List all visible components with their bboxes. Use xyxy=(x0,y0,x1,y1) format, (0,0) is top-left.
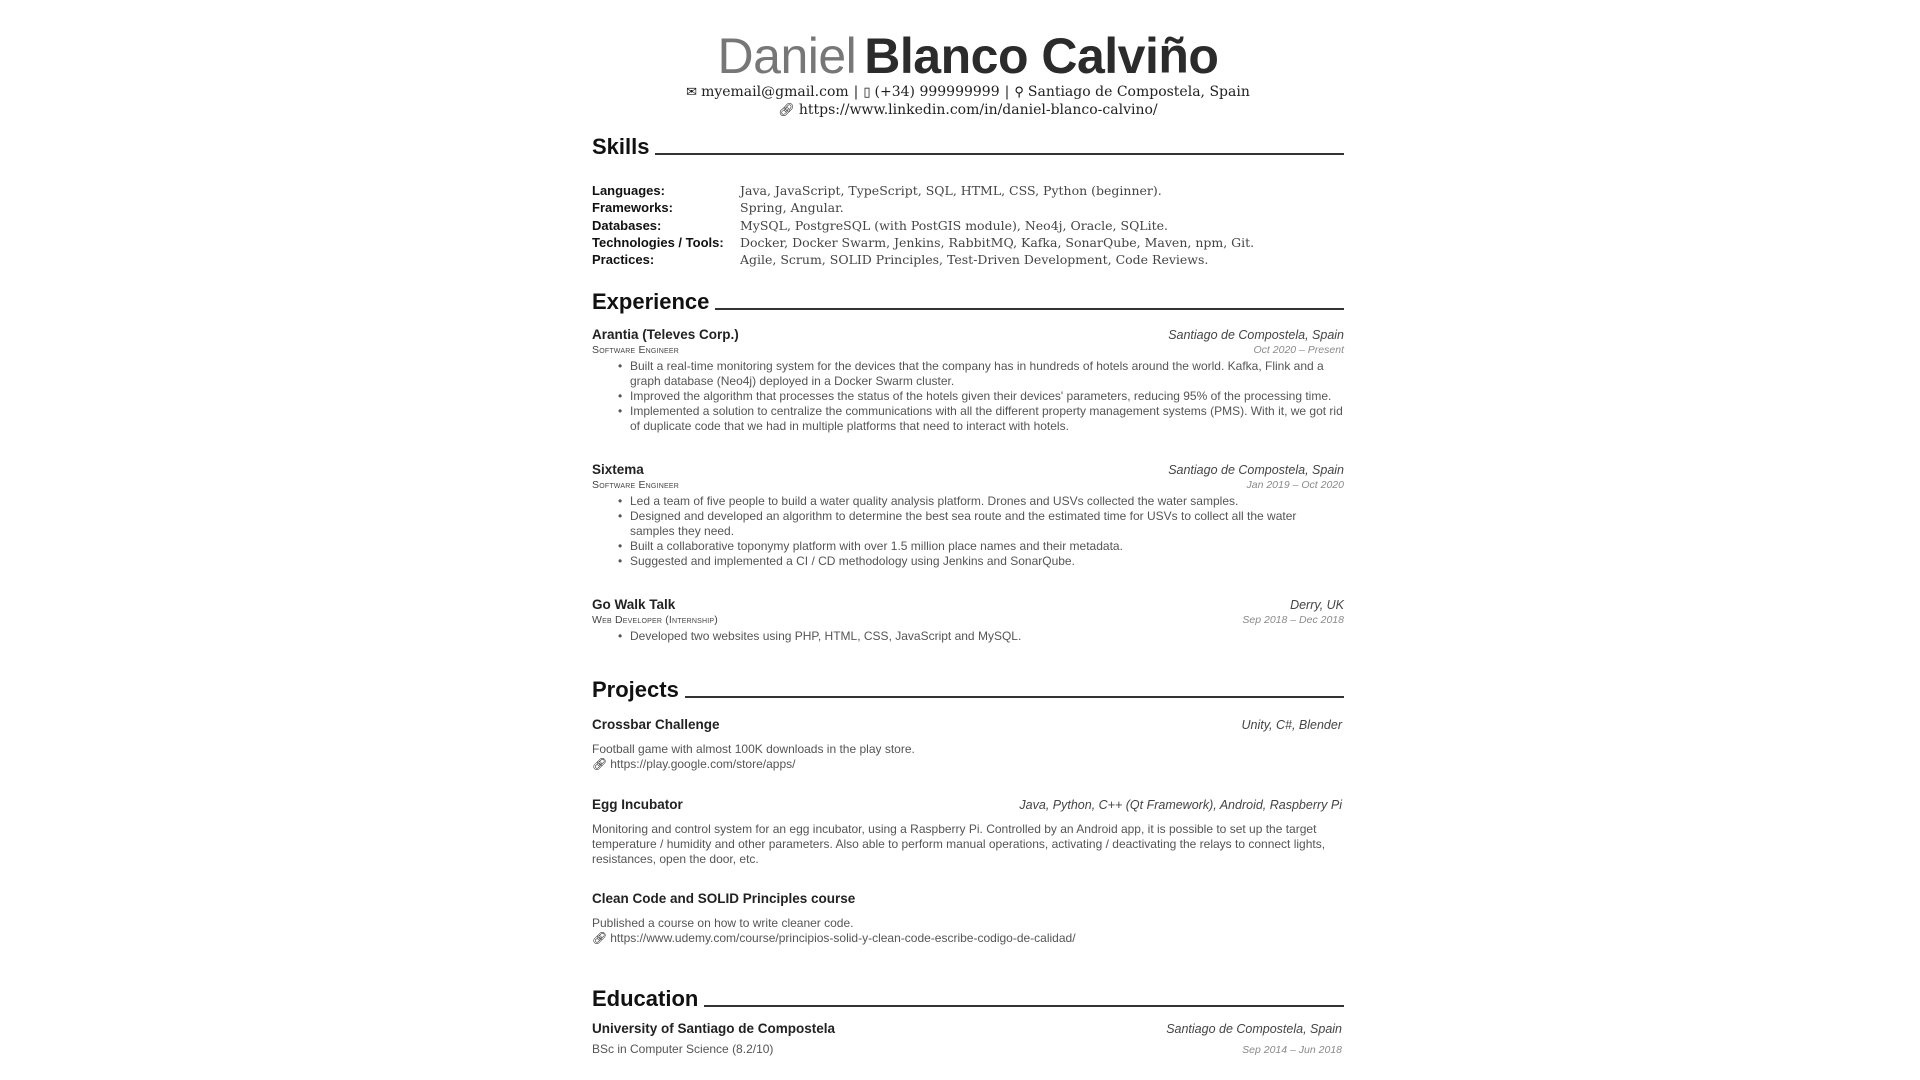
resume-name xyxy=(592,28,1344,84)
job-dates: Sep 2018 – Dec 2018 xyxy=(1242,614,1344,626)
job-bullets xyxy=(592,359,1344,434)
projects-section-header xyxy=(592,673,1344,703)
link-icon: 🔗︎ xyxy=(592,931,608,945)
contact-line xyxy=(592,83,1344,102)
job-bullets xyxy=(592,629,1344,644)
job-role: Web Developer (Internship) xyxy=(592,614,718,626)
project-name: Clean Code and SOLID Principles course xyxy=(592,891,856,906)
job-location: Derry, UK xyxy=(1290,598,1344,612)
job-bullet: • Built a real-time monitoring system for the devices that the company has in hundreds of hotels around the world. Kafka, Flink and a graph database (Neo4j) deployed in a Docker Swarm cluster. xyxy=(630,359,1344,389)
project-entry xyxy=(592,797,1344,867)
email-link[interactable]: myemail@gmail.com xyxy=(701,84,849,100)
last-name: Blanco Calviño xyxy=(864,28,1219,84)
job-role: Software Engineer xyxy=(592,344,679,356)
linkedin-line xyxy=(592,101,1344,120)
section-title: Education xyxy=(592,986,699,1011)
job-entry xyxy=(592,327,1344,434)
job-entry xyxy=(592,462,1344,569)
project-link-row xyxy=(592,757,1344,772)
company-name: Go Walk Talk xyxy=(592,597,676,612)
project-link[interactable]: https://play.google.com/store/apps/ xyxy=(610,757,796,771)
skill-row xyxy=(592,234,1344,251)
job-bullet: • Developed two websites using PHP, HTML, CSS, JavaScript and MySQL. xyxy=(630,629,1344,644)
project-description: Published a course on how to write cleaner code. xyxy=(592,916,854,930)
project-name: Crossbar Challenge xyxy=(592,717,720,732)
first-name: Daniel xyxy=(717,28,857,84)
school-name: University of Santiago de Compostela xyxy=(592,1021,836,1036)
skill-value: MySQL, PostgreSQL (with PostGIS module), Neo4j, Oracle, SQLite. xyxy=(740,217,1169,233)
section-divider xyxy=(704,1005,1344,1007)
link-icon: 🔗︎ xyxy=(592,757,608,771)
job-bullet: • Implemented a solution to centralize the communications with all the different property management systems (PMS). With it, we got rid of duplicate code that we had in multiple platforms that need to interact with hotels. xyxy=(630,404,1344,434)
section-title: Skills xyxy=(592,134,650,159)
envelope-icon: ✉ xyxy=(686,85,698,100)
project-link-row xyxy=(592,931,1344,946)
skill-row xyxy=(592,251,1344,268)
skill-row xyxy=(592,217,1344,234)
skill-value: Java, JavaScript, TypeScript, SQL, HTML, CSS, Python (beginner). xyxy=(740,183,1162,198)
skills-section-header xyxy=(592,130,1344,160)
job-dates: Jan 2019 – Oct 2020 xyxy=(1246,479,1344,491)
education-dates: Sep 2014 – Jun 2018 xyxy=(1242,1044,1342,1056)
job-entry xyxy=(592,597,1344,644)
separator: | xyxy=(1004,84,1010,100)
section-divider xyxy=(715,308,1344,310)
job-bullets xyxy=(592,494,1344,569)
skill-label: Frameworks: xyxy=(592,200,673,216)
mobile-phone-icon: ▯ xyxy=(863,85,871,100)
job-bullet: • Designed and developed an algorithm to determine the best sea route and the estimated time for USVs to collect all the water samples they need. xyxy=(630,509,1344,539)
job-location: Santiago de Compostela, Spain xyxy=(1168,328,1344,342)
education-section-header xyxy=(592,982,1344,1012)
project-tech: Unity, C#, Blender xyxy=(1241,718,1342,732)
section-divider xyxy=(655,153,1344,155)
job-dates: Oct 2020 – Present xyxy=(1253,344,1344,356)
job-role: Software Engineer xyxy=(592,479,679,491)
section-title: Experience xyxy=(592,289,710,314)
skill-label: Technologies / Tools: xyxy=(592,234,724,250)
project-description: Monitoring and control system for an egg incubator, using a Raspberry Pi. Controlled by an Android app, it is possible to set up the target temperature / humidity and other parameters. Also able to perform manual operations, activating / deactivating the relays to connect lights, resistances, open the door, etc. xyxy=(592,822,1326,866)
skill-label: Practices: xyxy=(592,252,655,268)
skill-value: Spring, Angular. xyxy=(740,200,844,216)
job-bullet: • Led a team of five people to build a water quality analysis platform. Drones and USVs collected the water samples. xyxy=(630,494,1344,509)
experience-section-header xyxy=(592,285,1344,315)
section-title: Projects xyxy=(592,677,679,702)
project-description: Football game with almost 100K downloads in the play store. xyxy=(592,742,915,756)
skill-label: Languages: xyxy=(592,183,665,198)
company-name: Sixtema xyxy=(592,462,644,477)
section-divider xyxy=(685,696,1344,698)
project-link[interactable]: https://www.udemy.com/course/principios-solid-y-clean-code-escribe-codigo-de-calidad/ xyxy=(610,931,1076,945)
job-bullet: • Suggested and implemented a CI / CD methodology using Jenkins and SonarQube. xyxy=(630,554,1344,569)
company-name: Arantia (Televes Corp.) xyxy=(592,327,739,342)
skill-label: Databases: xyxy=(592,217,662,233)
degree: BSc in Computer Science (8.2/10) xyxy=(592,1042,774,1056)
education-entry xyxy=(592,1021,1344,1056)
job-bullet: • Built a collaborative toponymy platform with over 1.5 million place names and their metadata. xyxy=(630,539,1344,554)
project-entry xyxy=(592,717,1344,772)
resume-page xyxy=(592,0,1344,1080)
job-location: Santiago de Compostela, Spain xyxy=(1168,463,1344,477)
linkedin-link[interactable]: https://www.linkedin.com/in/daniel-blanco-calvino/ xyxy=(798,102,1158,118)
skills-list xyxy=(592,182,1344,268)
home-location: Santiago de Compostela, Spain xyxy=(1027,84,1250,100)
project-entry xyxy=(592,891,1344,946)
link-icon: 🔗︎ xyxy=(778,103,795,118)
job-bullet: • Improved the algorithm that processes the status of the hotels given their devices' parameters, reducing 95% of the processing time. xyxy=(630,389,1344,404)
school-location: Santiago de Compostela, Spain xyxy=(1166,1022,1342,1036)
phone-number: (+34) 999999999 xyxy=(874,84,1000,100)
project-tech: Java, Python, C++ (Qt Framework), Android, Raspberry Pi xyxy=(1019,798,1342,812)
skill-row xyxy=(592,199,1344,216)
skill-value: Agile, Scrum, SOLID Principles, Test-Driven Development, Code Reviews. xyxy=(740,252,1209,268)
separator: | xyxy=(853,84,859,100)
map-marker-icon: ⚲ xyxy=(1014,85,1024,100)
project-name: Egg Incubator xyxy=(592,797,683,812)
skill-value: Docker, Docker Swarm, Jenkins, RabbitMQ, Kafka, SonarQube, Maven, npm, Git. xyxy=(740,234,1255,250)
skill-row xyxy=(592,182,1344,199)
